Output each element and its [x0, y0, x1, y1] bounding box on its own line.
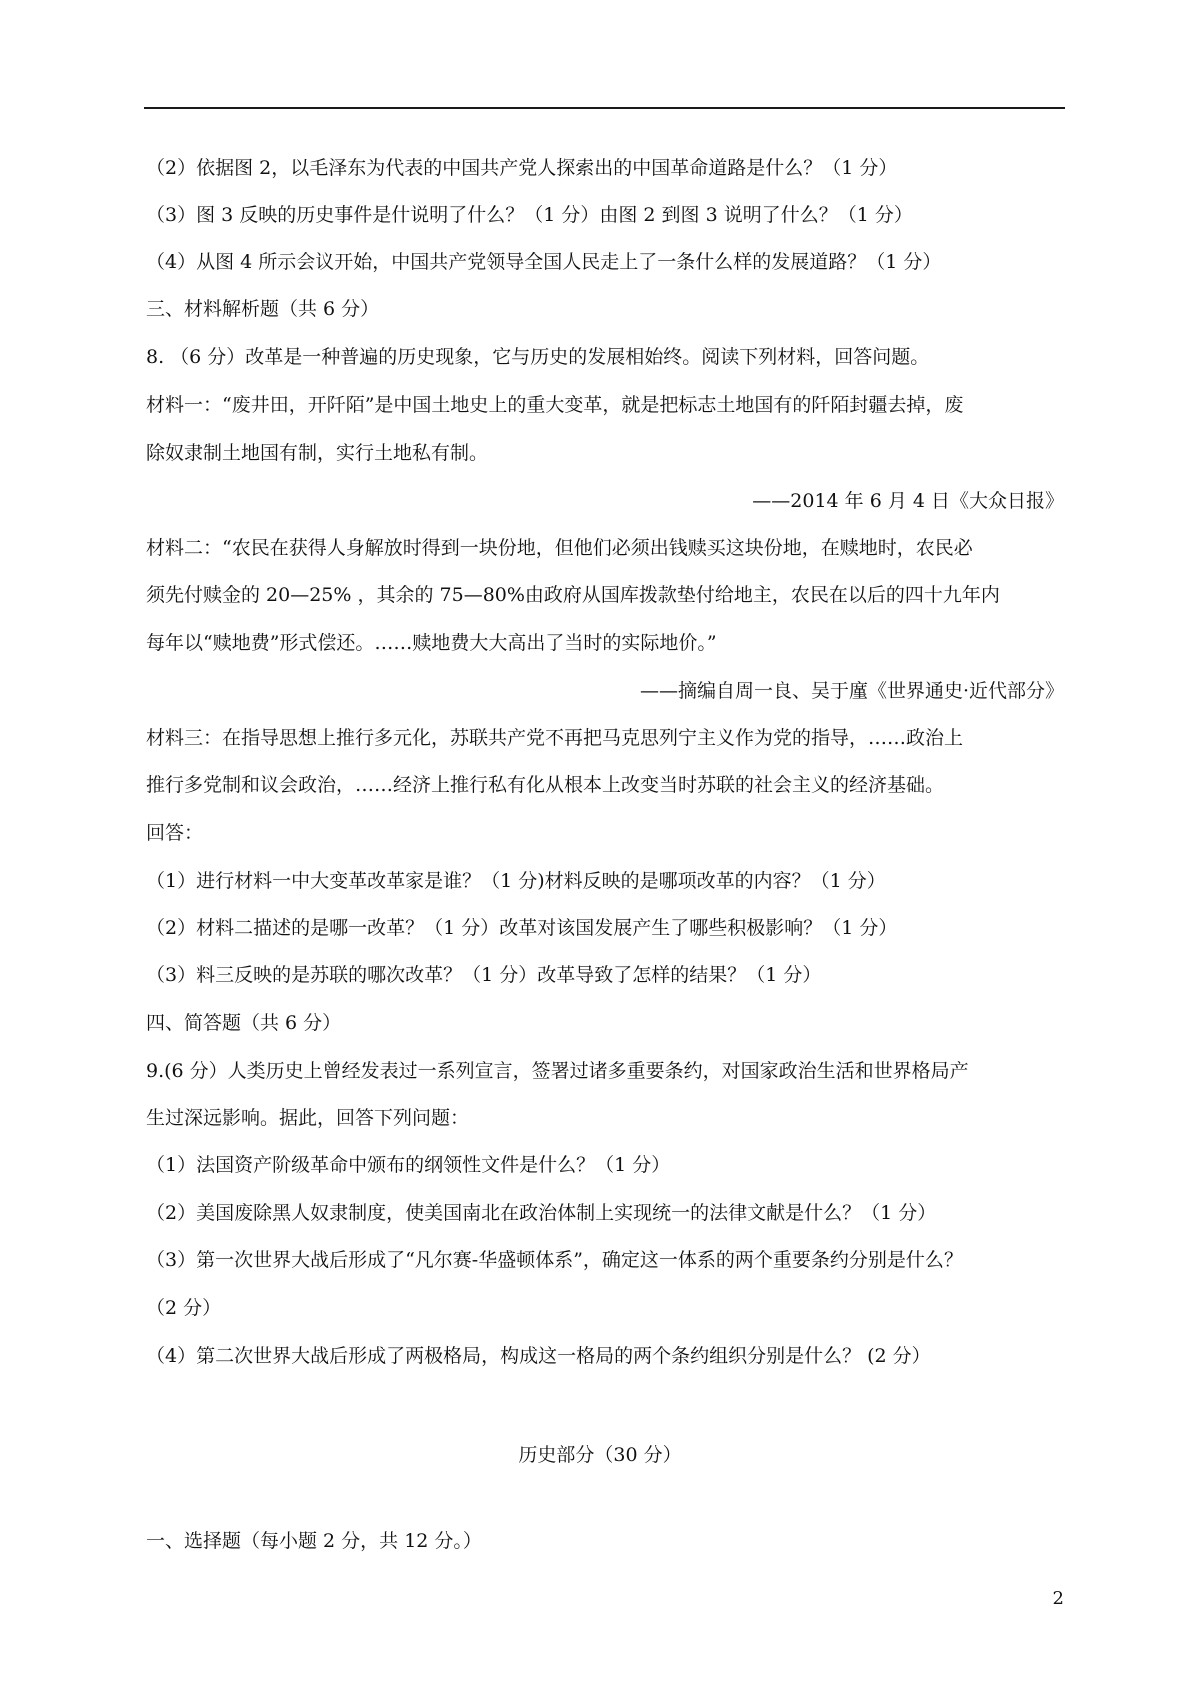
q9-sub4: （4）第二次世界大战后形成了两极格局，构成这一格局的两个条约组织分别是什么？ (2 分）: [146, 1345, 931, 1367]
material2-line3: 每年以“赎地费”形式偿还。……赎地费大大高出了当时的实际地价。”: [146, 632, 717, 654]
q7-sub3: （3）图 3 反映的历史事件是什说明了什么？（1 分）由图 2 到图 3 说明了什么？（1 分）: [146, 204, 913, 226]
q8-sub3: （3）料三反映的是苏联的哪次改革？（1 分）改革导致了怎样的结果？（1 分）: [146, 964, 822, 986]
q9-sub1: （1）法国资产阶级革命中颁布的纲领性文件是什么？（1 分）: [146, 1154, 671, 1176]
material3-line2: 推行多党制和议会政治，……经济上推行私有化从根本上改变当时苏联的社会主义的经济基础。: [146, 774, 945, 796]
material1-line2: 除奴隶制土地国有制，实行土地私有制。: [146, 442, 489, 464]
q9-sub3-line1: （3）第一次世界大战后形成了“凡尔赛-华盛顿体系”，确定这一体系的两个重要条约分别是什么？: [146, 1249, 963, 1271]
material2-source: ——摘编自周一良、吴于廑《世界通史·近代部分》: [639, 680, 1064, 702]
page-number: 2: [1052, 1588, 1064, 1609]
q8-sub2: （2）材料二描述的是哪一改革？（1 分）改革对该国发展产生了哪些积极影响？（1 分）: [146, 917, 898, 939]
q9-line2: 生过深远影响。据此，回答下列问题：: [146, 1107, 470, 1129]
q8-sub1: （1）进行材料一中大变革改革家是谁？（1 分)材料反映的是哪项改革的内容？（1 分）: [146, 870, 886, 892]
header-rule: [144, 107, 1065, 109]
section4-heading: 四、简答题（共 6 分）: [146, 1012, 342, 1034]
section3-heading: 三、材料解析题（共 6 分）: [146, 298, 380, 320]
q9-line1: 9.(6 分）人类历史上曾经发表过一系列宣言，签署过诸多重要条约，对国家政治生活和世界格局产: [146, 1060, 969, 1082]
q7-sub4: （4）从图 4 所示会议开始，中国共产党领导全国人民走上了一条什么样的发展道路？（1 分）: [146, 251, 942, 273]
material1-source: ——2014 年 6 月 4 日《大众日报》: [752, 490, 1064, 512]
q8-intro: 8. （6 分）改革是一种普遍的历史现象，它与历史的发展相始终。阅读下列材料，回答问题。: [146, 346, 930, 368]
answer-label: 回答：: [146, 822, 204, 844]
material2-line1: 材料二：“农民在获得人身解放时得到一块份地，但他们必须出钱赎买这块份地，在赎地时，农民必: [146, 537, 973, 559]
history-part-title: 历史部分（30 分）: [518, 1444, 682, 1466]
material1-line1: 材料一：“废井田，开阡陌”是中国土地史上的重大变革，就是把标志土地国有的阡陌封疆去掉，废: [146, 394, 964, 416]
material3-line1: 材料三：在指导思想上推行多元化，苏联共产党不再把马克思列宁主义作为党的指导，……政治上: [146, 727, 964, 749]
q7-sub2: （2）依据图 2，以毛泽东为代表的中国共产党人探索出的中国革命道路是什么？（1 分）: [146, 157, 898, 179]
q9-sub3-line2: （2 分）: [146, 1297, 222, 1319]
choice-section-heading: 一、选择题（每小题 2 分，共 12 分。）: [146, 1530, 482, 1552]
material2-line2: 须先付赎金的 20—25% ，其余的 75—80%由政府从国库拨款垫付给地主，农民在以后的四十九年内: [146, 584, 1000, 606]
q9-sub2: （2）美国废除黑人奴隶制度，使美国南北在政治体制上实现统一的法律文献是什么？（1 分）: [146, 1202, 937, 1224]
